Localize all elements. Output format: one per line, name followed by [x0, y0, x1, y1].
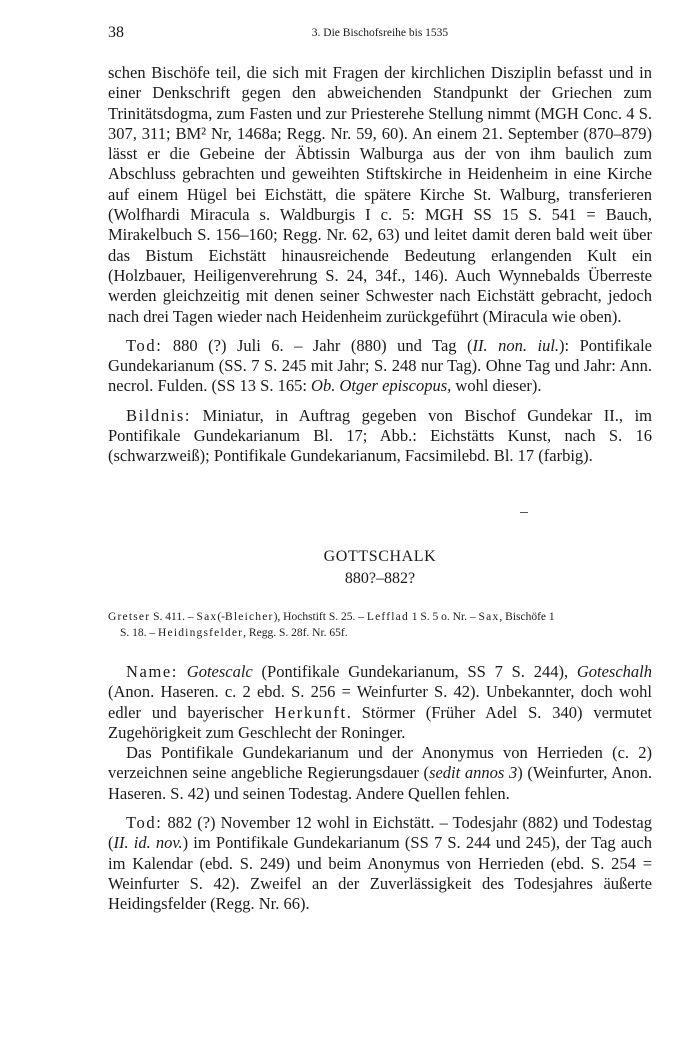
section-wynnebald-end	[108, 63, 652, 467]
paragraph-regierungsdauer: Das Pontifikale Gundekarianum und der Anonymus von Herrieden (c. 2) verzeichnen seine angebliche Regierungsdauer (sedit annos 3) (Weinfurter, Anon. Haseren. S. 42) und seinen Todestag. Andere Quellen fehlen.	[108, 743, 652, 803]
bibliography-refs: Gretser S. 411. – Sax(-Bleicher), Hochstift S. 25. – Lefflad 1 S. 5 o. Nr. – Sax, Bischöfe 1 S. 18. – Heidingsfelder, Regg. S. 28f. Nr. 65f.	[108, 611, 555, 639]
entry-dates: 880?–882?	[344, 570, 416, 587]
paragraph-tod-wynnebald: Tod: 880 (?) Juli 6. – Jahr (880) und Tag (II. non. iul.): Pontifikale Gundekarianum (SS. 7 S. 245 mit Jahr; S. 248 nur Tag). Ohne Tag und Jahr: Ann. necrol. Fulden. (SS 13 S. 165: Ob. Otger episcopus, wohl dieser).	[108, 335, 653, 396]
paragraph-translation: schen Bischöfe teil, die sich mit Fragen der kirchlichen Disziplin befasst und in einer Denkschrift gegen den abweichenden Standpunkt der Griechen zum Trinitätsdogma, zum Fasten und zur Priesterehe Stellung nimmt (MGH Conc. 4 S. 307, 311; BM² Nr, 1468a; Regg. Nr. 59, 60). An einem 21. September (870–879) lässt er die Gebeine der Äbtissin Walburga aus der von ihm baulich zum Abschluss gebrachten und geweihten Stiftskirche in Heidenheim in eine Kirche auf einem Hügel bei Eichstätt, die spätere Kirche St. Walburg, transferieren (Wolfhardi Miracula s. Waldburgis I c. 5: MGH SS 15 S. 541 = Bauch, Mirakelbuch S. 156–160; Regg. Nr. 62, 63) und leitet damit deren bald weit über das Bistum Eichstätt hinausreichende Bedeutung erlangenden Kult ein (Holzbauer, Heiligenverehrung S. 24, 34f., 146). Auch Wynnebalds Überreste werden gleichzeitig mit denen seiner Schwester nach Eichstätt gebracht, jedoch nach drei Tagen wieder nach Heidenheim zurückgeführt (Miracula wie oben).	[108, 63, 652, 326]
name-label: Name:	[126, 662, 178, 681]
page-header	[108, 24, 652, 44]
running-head: 3. Die Bischofsreihe bis 1535	[311, 27, 449, 39]
page-number: 38	[108, 24, 124, 41]
tod-label: Tod:	[126, 335, 163, 355]
entry-title: GOTTSCHALK	[323, 548, 437, 565]
paragraph-tod-gottschalk: Tod: 882 (?) November 12 wohl in Eichstätt. – Todesjahr (882) und Todestag (II. id. nov.) im Pontifikale Gundekarianum (SS 7 S. 244 und 245), der Tag auch im Kalendar (ebd. S. 249) und beim Anonymus von Herrieden (ebd. S. 254 = Weinfurter S. 42). Zweifel an der Zuverlässigkeit des Todesjahres äußerte Heidingsfelder (Regg. Nr. 66).	[108, 813, 652, 914]
entry-heading	[108, 547, 652, 589]
section-gottschalk	[108, 662, 652, 915]
paragraph-bildnis: Bildnis: Miniatur, in Auftrag gegeben von Bischof Gundekar II., im Pontifikale Gundekarianum Bl. 17; Abb.: Eichstätts Kunst, nach S. 16 (schwarzweiß); Pontifikale Gundekarianum, Facsimilebd. Bl. 17 (farbig).	[108, 405, 652, 466]
stray-mark	[520, 512, 528, 513]
paragraph-name: Name: Gotescalc (Pontifikale Gundekarianum, SS 7 S. 244), Goteschalh (Anon. Haseren. c. 2 ebd. S. 256 = Weinfurter S. 42). Unbekannter, doch wohl edler und bayerischer Herkunft. Störmer (Früher Adel S. 340) vermutet Zugehörigkeit zum Geschlecht der Roninger.	[108, 662, 653, 742]
tod-label: Tod:	[126, 813, 163, 833]
bildnis-label: Bildnis:	[126, 405, 192, 425]
